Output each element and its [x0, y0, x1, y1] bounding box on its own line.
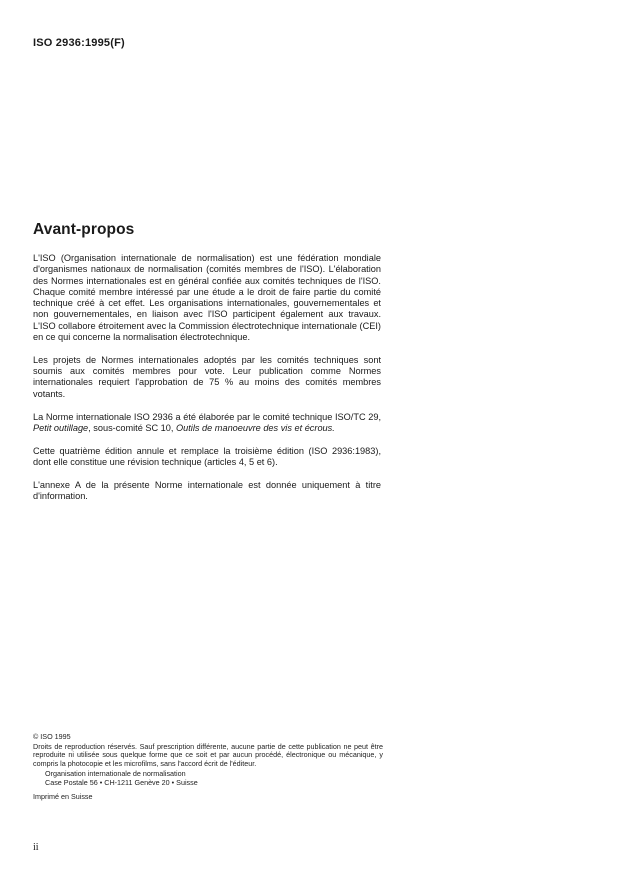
- document-identifier: ISO 2936:1995(F): [33, 37, 125, 49]
- printed-in: Imprimé en Suisse: [33, 791, 93, 801]
- foreword-body: [33, 253, 381, 514]
- paragraph-1: L'ISO (Organisation internationale de normalisation) est une fédération mondiale d'organismes nationaux de normalisation (comités membres de l'ISO). L'élaboration des Normes internationales est en général confiée aux comités techniques de l'ISO. Chaque comité membre intéressé par une étude a le droit de faire partie du comité technique créé à cet effet. Les organisations internationales, gouvernementales et non gouvernementales, en liaison avec l'ISO participent également aux travaux. L'ISO collabore étroitement avec la Commission électrotechnique internationale (CEI) en ce qui concerne la normalisation électrotechnique.: [33, 253, 381, 343]
- organization-name: Organisation internationale de normalisation: [45, 769, 186, 779]
- copyright-notice: [33, 733, 383, 801]
- paragraph-3-text-c: , sous-comité SC 10,: [88, 422, 176, 433]
- paragraph-5: L'annexe A de la présente Norme internationale est donnée uniquement à titre d'information.: [33, 479, 381, 502]
- paragraph-3-text-a: La Norme internationale ISO 2936 a été élaborée par le comité technique ISO/TC 29,: [33, 411, 381, 422]
- paragraph-2: Les projets de Normes internationales adoptés par les comités techniques sont soumis aux comités membres pour vote. Leur publication comme Normes internationales requiert l'approbation de 75 % au moins des comités membres votants.: [33, 354, 381, 399]
- section-title: Avant-propos: [33, 221, 135, 238]
- paragraph-3-committee-title: Petit outillage: [33, 422, 89, 433]
- reproduction-rights: Droits de reproduction réservés. Sauf prescription différente, aucune partie de cette publication ne peut être reproduite ni utilisée sous quelque forme que ce soit et par aucun procédé, électronique ou mécanique, y compris la photocopie et les microfilms, sans l'accord écrit de l'éditeur.: [33, 741, 383, 768]
- copyright-line: © ISO 1995: [33, 732, 71, 741]
- paragraph-3-subcommittee-title: Outils de manoeuvre des vis et écrous.: [176, 422, 335, 433]
- page-number: ii: [33, 842, 39, 853]
- paragraph-3: [33, 412, 381, 435]
- paragraph-4: Cette quatrième édition annule et remplace la troisième édition (ISO 2936:1983), dont elle constitue une révision technique (articles 4, 5 et 6).: [33, 445, 381, 467]
- organization-address: Case Postale 56 • CH-1211 Genève 20 • Suisse: [45, 777, 198, 787]
